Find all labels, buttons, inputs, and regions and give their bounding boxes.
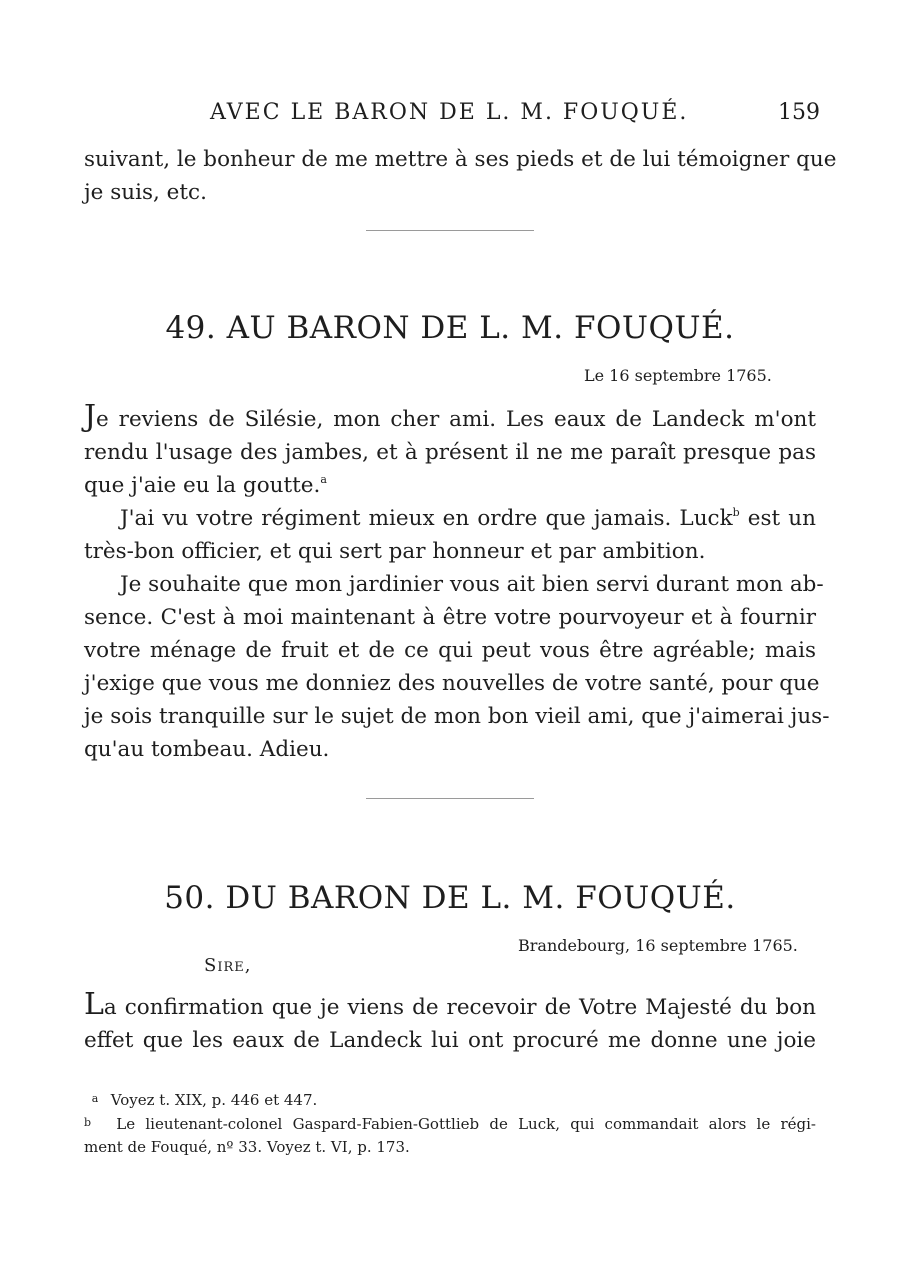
letter-date: Brandebourg, 16 septembre 1765. xyxy=(518,936,798,955)
paragraph-line xyxy=(120,503,816,535)
letter-title: AU BARON DE L. M. FOUQUÉ. xyxy=(226,310,735,346)
letter-date: Le 16 septembre 1765. xyxy=(584,366,772,385)
paragraph-line: sence. C'est à moi maintenant à être votre pourvoyeur et à fournir xyxy=(84,605,816,630)
footnote-a xyxy=(84,1087,816,1112)
drop-cap: L xyxy=(84,987,104,1022)
footnote-b xyxy=(84,1111,816,1136)
footnote-mark: a xyxy=(91,1092,99,1105)
paragraph-line xyxy=(84,470,816,502)
continuation-line: suivant, le bonheur de me mettre à ses pieds et de lui témoigner que xyxy=(84,147,837,172)
paragraph-line: qu'au tombeau. Adieu. xyxy=(84,737,330,762)
paragraph-line: effet que les eaux de Landeck lui ont procuré me donne une joie xyxy=(84,1028,816,1053)
paragraph-line: votre ménage de fruit et de ce qui peut vous être agréable; mais xyxy=(84,638,816,663)
footnote-ref: a xyxy=(320,473,327,486)
drop-cap: J xyxy=(84,399,97,434)
letter-heading-50 xyxy=(84,880,816,916)
footnote-b-continuation: ment de Fouqué, nº 33. Voyez t. VI, p. 173. xyxy=(84,1138,410,1156)
footnote-text: Le lieutenant-colonel Gaspard-Fabien-Gottlieb de Luck, qui commandait alors le régi- xyxy=(116,1115,816,1133)
paragraph-line: je sois tranquille sur le sujet de mon bon vieil ami, que j'aimerai jus- xyxy=(84,704,830,729)
paragraph-line xyxy=(84,987,816,1024)
letter-heading-49 xyxy=(84,310,816,346)
section-divider xyxy=(366,230,534,231)
paragraph-line: j'exige que vous me donniez des nouvelles de votre santé, pour que xyxy=(84,671,820,696)
footnote-ref: b xyxy=(732,506,740,519)
page-number: 159 xyxy=(778,100,820,125)
letter-number: 50. xyxy=(164,880,216,916)
letter-number: 49. xyxy=(165,310,217,346)
running-head: AVEC LE BARON DE L. M. FOUQUÉ. xyxy=(210,100,689,125)
paragraph-line xyxy=(84,399,816,436)
paragraph-line: Je souhaite que mon jardinier vous ait bien servi durant mon ab- xyxy=(120,572,824,597)
salutation: Sire, xyxy=(204,955,252,976)
footnote-mark: b xyxy=(84,1116,92,1129)
line-text: que j'aie eu la goutte. xyxy=(84,473,321,498)
line-text: J'ai vu votre régiment mieux en ordre que jamais. Luck xyxy=(120,506,733,531)
continuation-line: je suis, etc. xyxy=(84,180,207,205)
line-text: a confirmation que je viens de recevoir de Votre Majesté du bon xyxy=(103,995,816,1020)
footnote-text: Voyez t. XIX, p. 446 et 447. xyxy=(110,1091,318,1109)
paragraph-line: rendu l'usage des jambes, et à présent il ne me paraît presque pas xyxy=(84,440,816,465)
line-text: e reviens de Silésie, mon cher ami. Les eaux de Landeck m'ont xyxy=(96,407,816,432)
section-divider xyxy=(366,798,534,799)
letter-title: DU BARON DE L. M. FOUQUÉ. xyxy=(225,880,736,916)
paragraph-line: très-bon officier, et qui sert par honneur et par ambition. xyxy=(84,539,706,564)
line-text: est un xyxy=(747,506,816,531)
